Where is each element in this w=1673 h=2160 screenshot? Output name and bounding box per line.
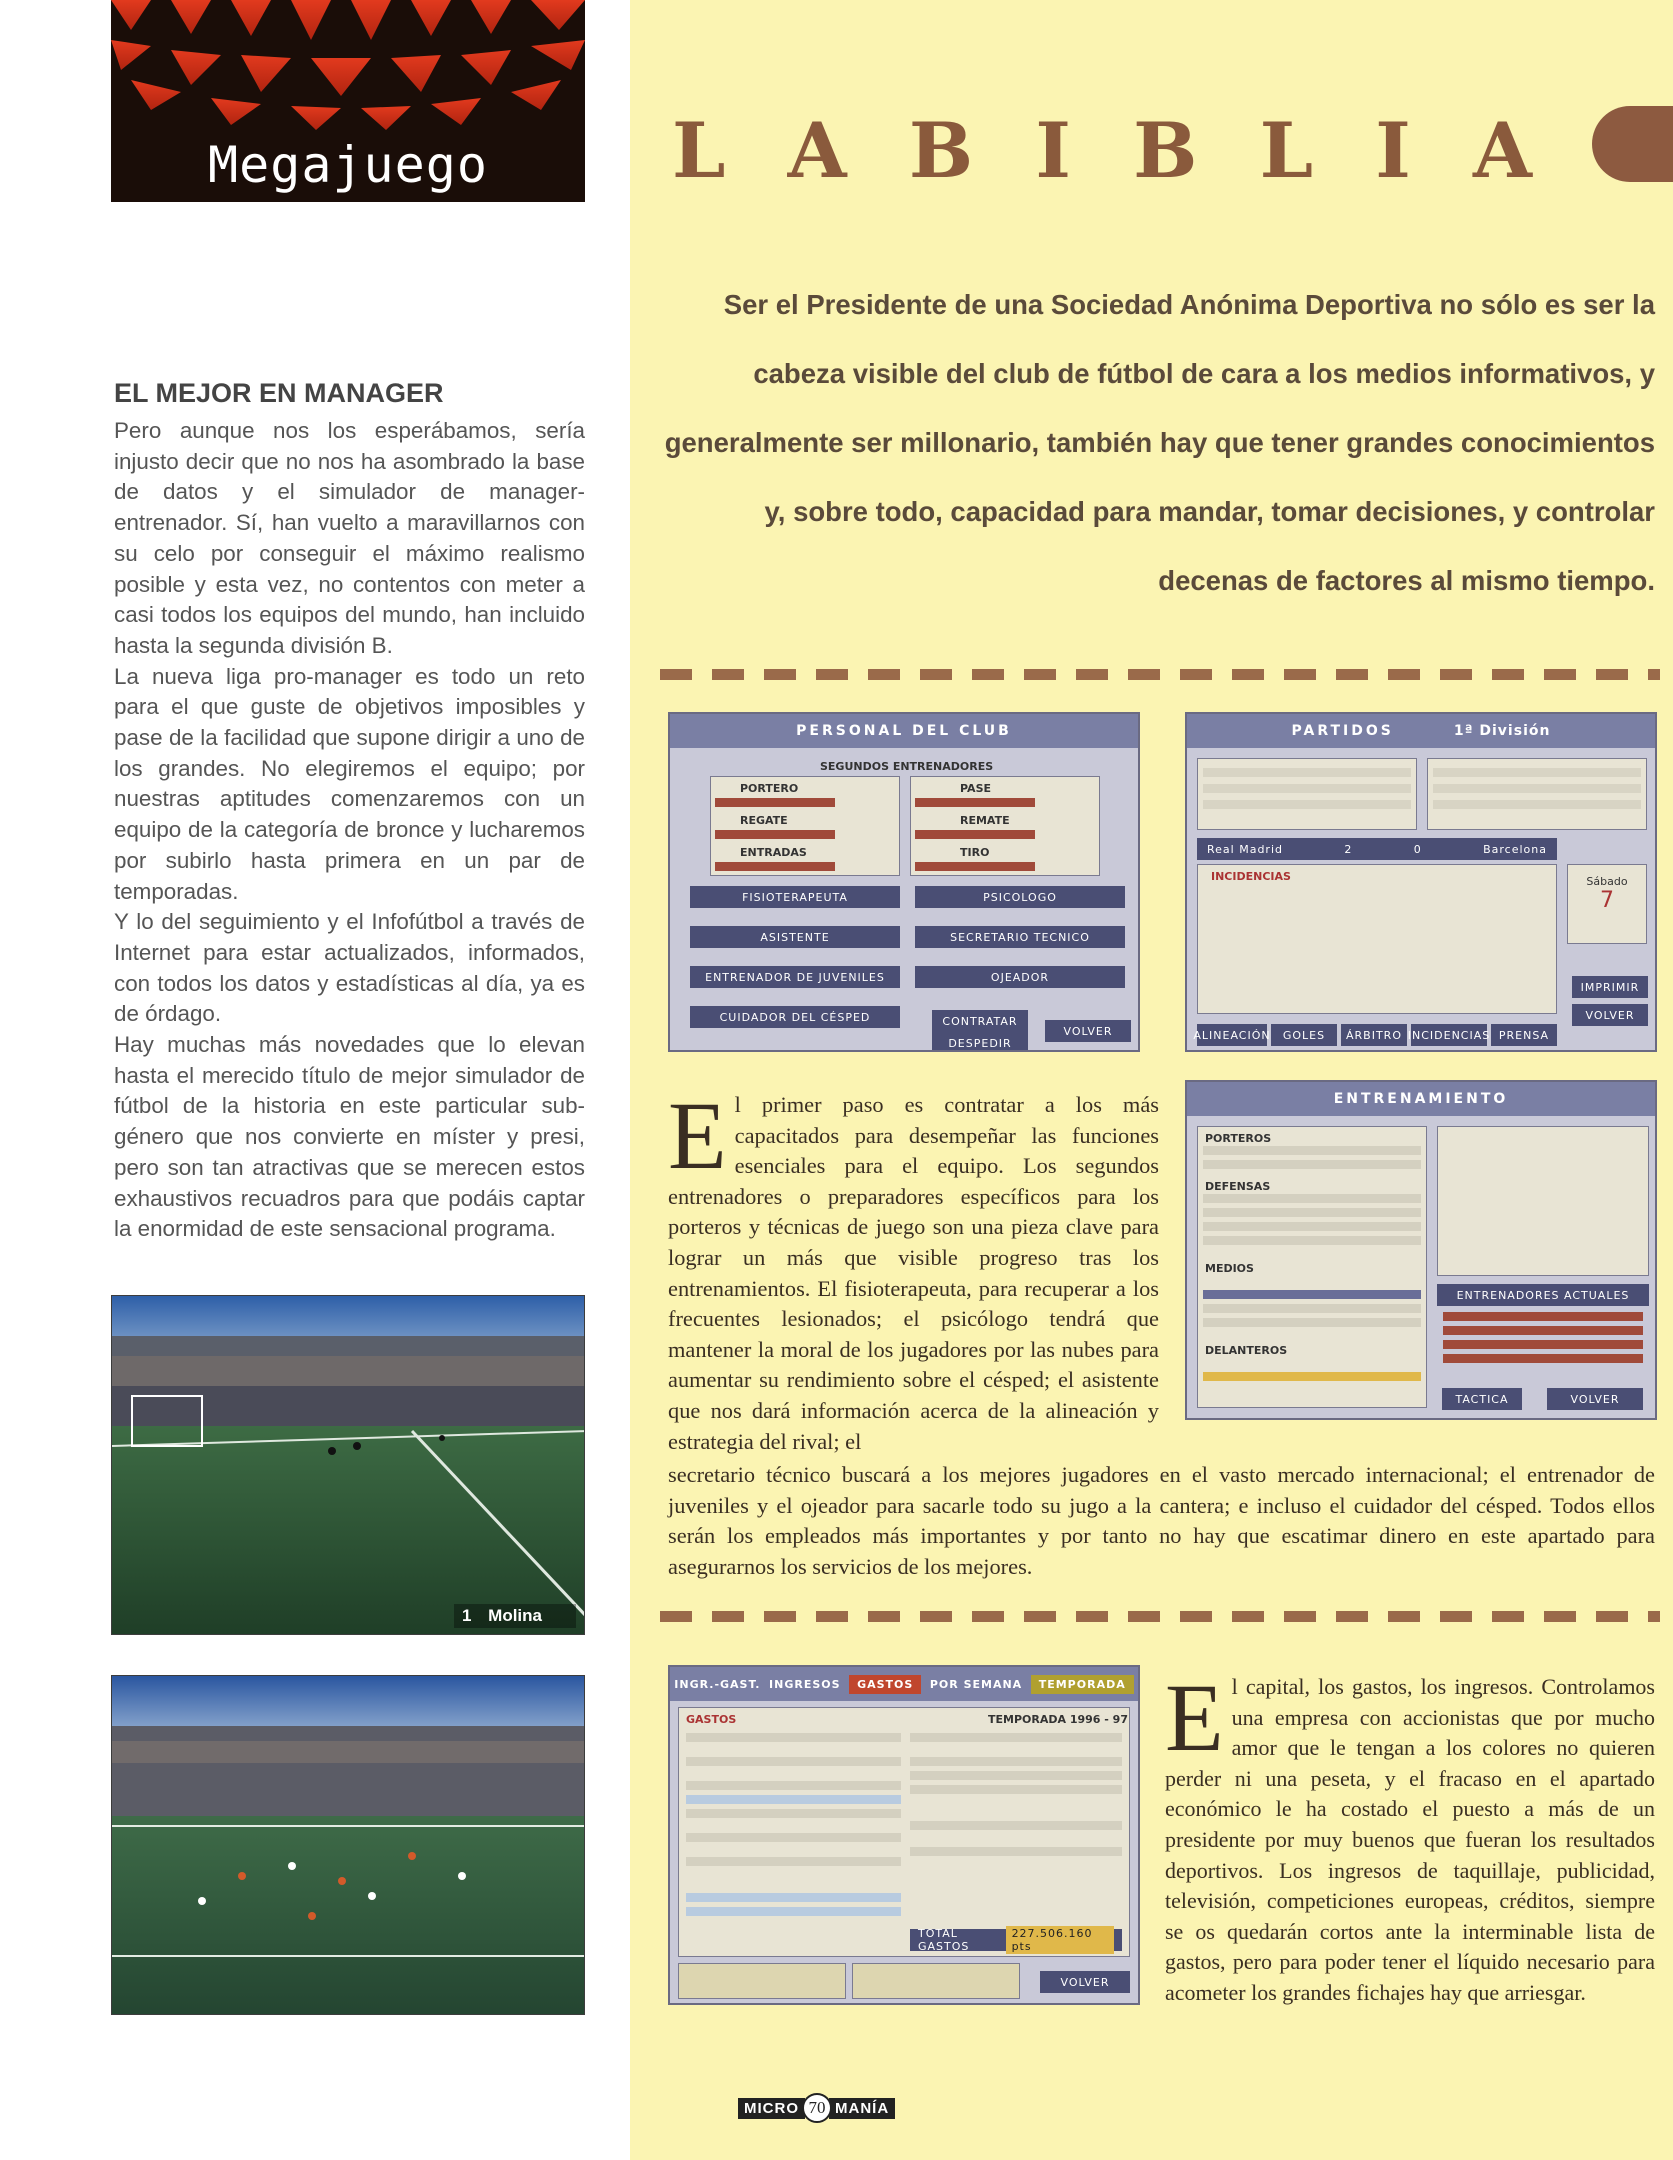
staff-row [915, 798, 1035, 807]
article-staff-text: l primer paso es contratar a los más capacitados para desempeñar las funciones esenciales para el equipo. Los segundos entrenadores o preparadores específicos para los porteros y técnicas de juego son una pieza clave para lograr un más que visible progreso tras los entrenamientos. El fisioterapeuta, para recuperar a los frecuentes lesionados; el psicólogo tendrá que mantener la moral de los jugadores por las nubes para aumentar su rendimiento sobre el césped; el asistente que nos dará información acerca de la alineación y estrategia del rival; el [668, 1092, 1159, 1454]
screen-title [1187, 714, 1655, 748]
staff-row [715, 798, 835, 807]
title-letter: I [1035, 106, 1071, 195]
season-label: TEMPORADA 1996 - 97 [988, 1713, 1128, 1726]
page-number: 70 [802, 2093, 832, 2123]
home-team: Real Madrid [1207, 842, 1283, 856]
goles-button: GOLES [1271, 1024, 1337, 1046]
expense-row [686, 1733, 901, 1742]
imprimir-button: IMPRIMIR [1572, 976, 1648, 998]
score-home: 2 [1344, 842, 1353, 856]
result-row [1203, 768, 1411, 777]
expense-row [910, 1733, 1122, 1742]
stadium-image [112, 1676, 585, 2015]
division-label: 1ª División [1453, 723, 1551, 739]
contratar-button: CONTRATAR [932, 1010, 1028, 1032]
player-row [1203, 1160, 1421, 1169]
staff-label: REGATE [740, 814, 788, 827]
volver-button: VOLVER [1045, 1020, 1131, 1042]
title-letter: L [672, 106, 726, 195]
total-value: 227.506.160 pts [1006, 1926, 1114, 1954]
expense-row [910, 1771, 1122, 1780]
current-week-panel [852, 1963, 1020, 1999]
title-letter: A [787, 106, 847, 195]
position-group: DELANTEROS [1205, 1344, 1288, 1357]
drop-cap: E [668, 1082, 727, 1189]
volver-button: VOLVER [1040, 1971, 1130, 1993]
expense-row [686, 1833, 901, 1842]
staff-row [915, 830, 1035, 839]
training-screenshot [1185, 1080, 1657, 1420]
magazine-logo [738, 2093, 895, 2123]
section-logo [111, 0, 585, 202]
coach-row [1443, 1340, 1643, 1349]
staff-row [715, 862, 835, 871]
expense-row [686, 1857, 901, 1866]
coach-row [1443, 1312, 1643, 1321]
incidents-heading: INCIDENCIAS [1211, 870, 1291, 883]
position-group: DEFENSAS [1205, 1180, 1271, 1193]
result-row [1203, 800, 1411, 809]
volver-button: VOLVER [1547, 1388, 1643, 1410]
stadium-image [112, 1296, 585, 1635]
staff-label: REMATE [960, 814, 1010, 827]
player-row [1203, 1146, 1421, 1155]
player-name: Molina [488, 1606, 542, 1625]
tab-por-semana: POR SEMANA [929, 1677, 1023, 1691]
date-day: Sábado [1586, 875, 1628, 888]
screen-subtitle: SEGUNDOS ENTRENADORES [820, 760, 994, 773]
arbitro-button: ÁRBITRO [1341, 1024, 1407, 1046]
position-group: PORTEROS [1205, 1132, 1272, 1145]
expense-row [910, 1847, 1122, 1856]
staff-header: CUIDADOR DEL CÉSPED [690, 1006, 900, 1028]
finance-tabs [670, 1667, 1138, 1701]
tab-temporada: TEMPORADA [1031, 1675, 1134, 1694]
staff-header: SECRETARIO TECNICO [915, 926, 1125, 948]
player-detail-panel [1437, 1126, 1649, 1276]
matches-screenshot [1185, 712, 1657, 1052]
result-row [1203, 784, 1411, 793]
alineacion-button: ALINEACIÓN [1197, 1024, 1267, 1046]
finance-screenshot [668, 1665, 1140, 2005]
player-row [1203, 1304, 1421, 1313]
despedir-button: DESPEDIR [932, 1032, 1028, 1052]
club-staff-screenshot [668, 712, 1140, 1052]
title-letter: B [908, 106, 974, 195]
title-letter: L [1259, 106, 1313, 195]
staff-row [915, 862, 1035, 871]
staff-header: FISIOTERAPEUTA [690, 886, 900, 908]
tab-ingresos: INGRESOS [769, 1677, 841, 1691]
prensa-button: PRENSA [1491, 1024, 1557, 1046]
staff-label: PORTERO [740, 782, 799, 795]
article-finance [1165, 1664, 1655, 2009]
player-row-selected [1203, 1290, 1421, 1299]
result-row [1433, 800, 1641, 809]
title-letter: I [1375, 106, 1411, 195]
staff-header: OJEADOR [915, 966, 1125, 988]
match-header [1197, 838, 1557, 860]
left-paragraph: Hay muchas más novedades que lo elevan hasta el merecido título de mejor simulador de fútbol de la historia en este particular sub-género que nos convierte en míster y presi, pero son tan atractivas que se merecen estos exhaustivos recuadros para que podáis captar la enormidad de este sensacional programa. [114, 1032, 585, 1242]
dashed-divider [660, 1611, 1660, 1622]
date-number: 7 [1600, 888, 1614, 913]
logo-word-right: MANÍA [829, 2098, 895, 2119]
result-row [1433, 784, 1641, 793]
expense-row [910, 1785, 1122, 1794]
article-staff [668, 1082, 1159, 1464]
expense-row [686, 1795, 901, 1804]
left-body [114, 416, 585, 1245]
player-row [1203, 1236, 1421, 1245]
stadium-screenshot-goal [111, 1295, 585, 1635]
intro-text: Ser el Presidente de una Sociedad Anónima Deportiva no sólo es ser la cabeza visible del club de fútbol de cara a los medios informativos, y generalmente ser millonario, también hay que tener grandes conocimientos y, sobre todo, capacidad para mandar, tomar decisiones, y controlar decenas de factores al mismo tiempo. [664, 289, 1655, 596]
logo-word-left: MICRO [738, 2098, 805, 2119]
screen-title-text: PARTIDOS [1291, 723, 1394, 739]
expense-row [686, 1809, 901, 1818]
player-name-overlay [454, 1604, 576, 1628]
staff-panel [710, 776, 900, 876]
expense-row [686, 1907, 901, 1916]
title-letter: A [1473, 106, 1532, 195]
date-panel [1567, 864, 1647, 944]
expense-row [910, 1757, 1122, 1766]
title-tab-decoration [1592, 106, 1673, 182]
drop-cap: E [1165, 1664, 1224, 1771]
left-paragraph: La nueva liga pro-manager es todo un reto para el que guste de objetivos imposibles y pase de la facilidad que supone dirigir a uno de los grandes. No elegiremos el equipo; por nuestras aptitudes comenzaremos con un equipo de la categoría de bronce y lucharemos por subirlo hasta primera en un par de temporadas. [114, 663, 585, 904]
volver-button: VOLVER [1572, 1004, 1648, 1026]
dashed-divider [660, 669, 1660, 680]
article-finance-text: l capital, los gastos, los ingresos. Controlamos una empresa con accionistas que por mucho amor que le tengan a los colores no quieren perder ni una peseta, y el fracaso en el apartado económico le ha costado el puesto a más de un presidente por muy buenos que fueran los resultados deportivos. Los ingresos de taquillaje, publicidad, televisión, competiciones europeas, créditos, siempre se os quedarán cortos ante la interminable lista de gastos, pero para poder tener el líquido necesario para acometer los grandes fichajes hay que arriesgar. [1165, 1674, 1655, 2005]
expense-row [910, 1821, 1122, 1830]
player-number: 1 [461, 1606, 472, 1625]
left-heading: EL MEJOR EN MANAGER [114, 378, 444, 408]
title-letter: B [1133, 106, 1198, 195]
total-label: TOTAL GASTOS [918, 1927, 970, 1953]
expense-row [686, 1893, 901, 1902]
stadium-screenshot-wide [111, 1675, 585, 2015]
staff-header: ENTRENADOR DE JUVENILES [690, 966, 900, 988]
tab-ingr-gast: INGR.-GAST. [674, 1677, 761, 1691]
incidents-panel [1197, 864, 1557, 1014]
tactica-button: TACTICA [1442, 1388, 1522, 1410]
player-row [1203, 1318, 1421, 1327]
player-row [1203, 1194, 1421, 1203]
away-team: Barcelona [1483, 842, 1547, 856]
previous-week-panel [678, 1963, 846, 1999]
section-label: Megajuego [208, 136, 488, 194]
expense-row [686, 1757, 901, 1766]
player-row [1203, 1208, 1421, 1217]
coaches-header: ENTRENADORES ACTUALES [1437, 1284, 1649, 1306]
left-paragraph: Pero aunque nos los esperábamos, sería injusto decir que no nos ha asombrado la base de datos y el simulador de manager-entrenador. Sí, han vuelto a maravillarnos con su celo por conseguir el máximo realismo posible y esta vez, no contentos con meter a casi todos los equipos del mundo, han incluido hasta la segunda división B. [114, 418, 585, 658]
staff-row [715, 830, 835, 839]
player-row [1203, 1222, 1421, 1231]
page-title [672, 106, 1532, 195]
screen-title: PERSONAL DEL CLUB [670, 714, 1138, 748]
staff-header: ASISTENTE [690, 926, 900, 948]
score-away: 0 [1413, 842, 1422, 856]
staff-header: PSICOLOGO [915, 886, 1125, 908]
position-group: MEDIOS [1205, 1262, 1254, 1275]
expenses-panel [678, 1707, 1130, 1957]
left-paragraph: Y lo del seguimiento y el Infofútbol a través de Internet para estar actualizados, informados, con todos los datos y estadísticas al día, ya es de órdago. [114, 909, 585, 1027]
tab-gastos: GASTOS [849, 1675, 921, 1694]
result-row [1433, 768, 1641, 777]
screen-title: ENTRENAMIENTO [1187, 1082, 1655, 1116]
total-expenses [910, 1929, 1122, 1951]
coach-row [1443, 1354, 1643, 1363]
coach-row [1443, 1326, 1643, 1335]
expenses-heading: GASTOS [686, 1713, 737, 1726]
staff-label: PASE [960, 782, 992, 795]
expense-row [686, 1781, 901, 1790]
article-staff-continued: secretario técnico buscará a los mejores jugadores en el vasto mercado internacional; el entrenador de juveniles y el ojeador para sacarle todo su jugo a la cantera; e incluso el cuidador del césped. Todos ellos serán los empleados más importantes y por tanto no hay que escatimar dinero en este apartado para asegurarnos los servicios de los mejores. [668, 1462, 1655, 1579]
staff-label: TIRO [960, 846, 990, 859]
staff-label: ENTRADAS [740, 846, 807, 859]
player-row-highlight [1203, 1372, 1421, 1381]
incidencias-button: INCIDENCIAS [1411, 1024, 1487, 1046]
